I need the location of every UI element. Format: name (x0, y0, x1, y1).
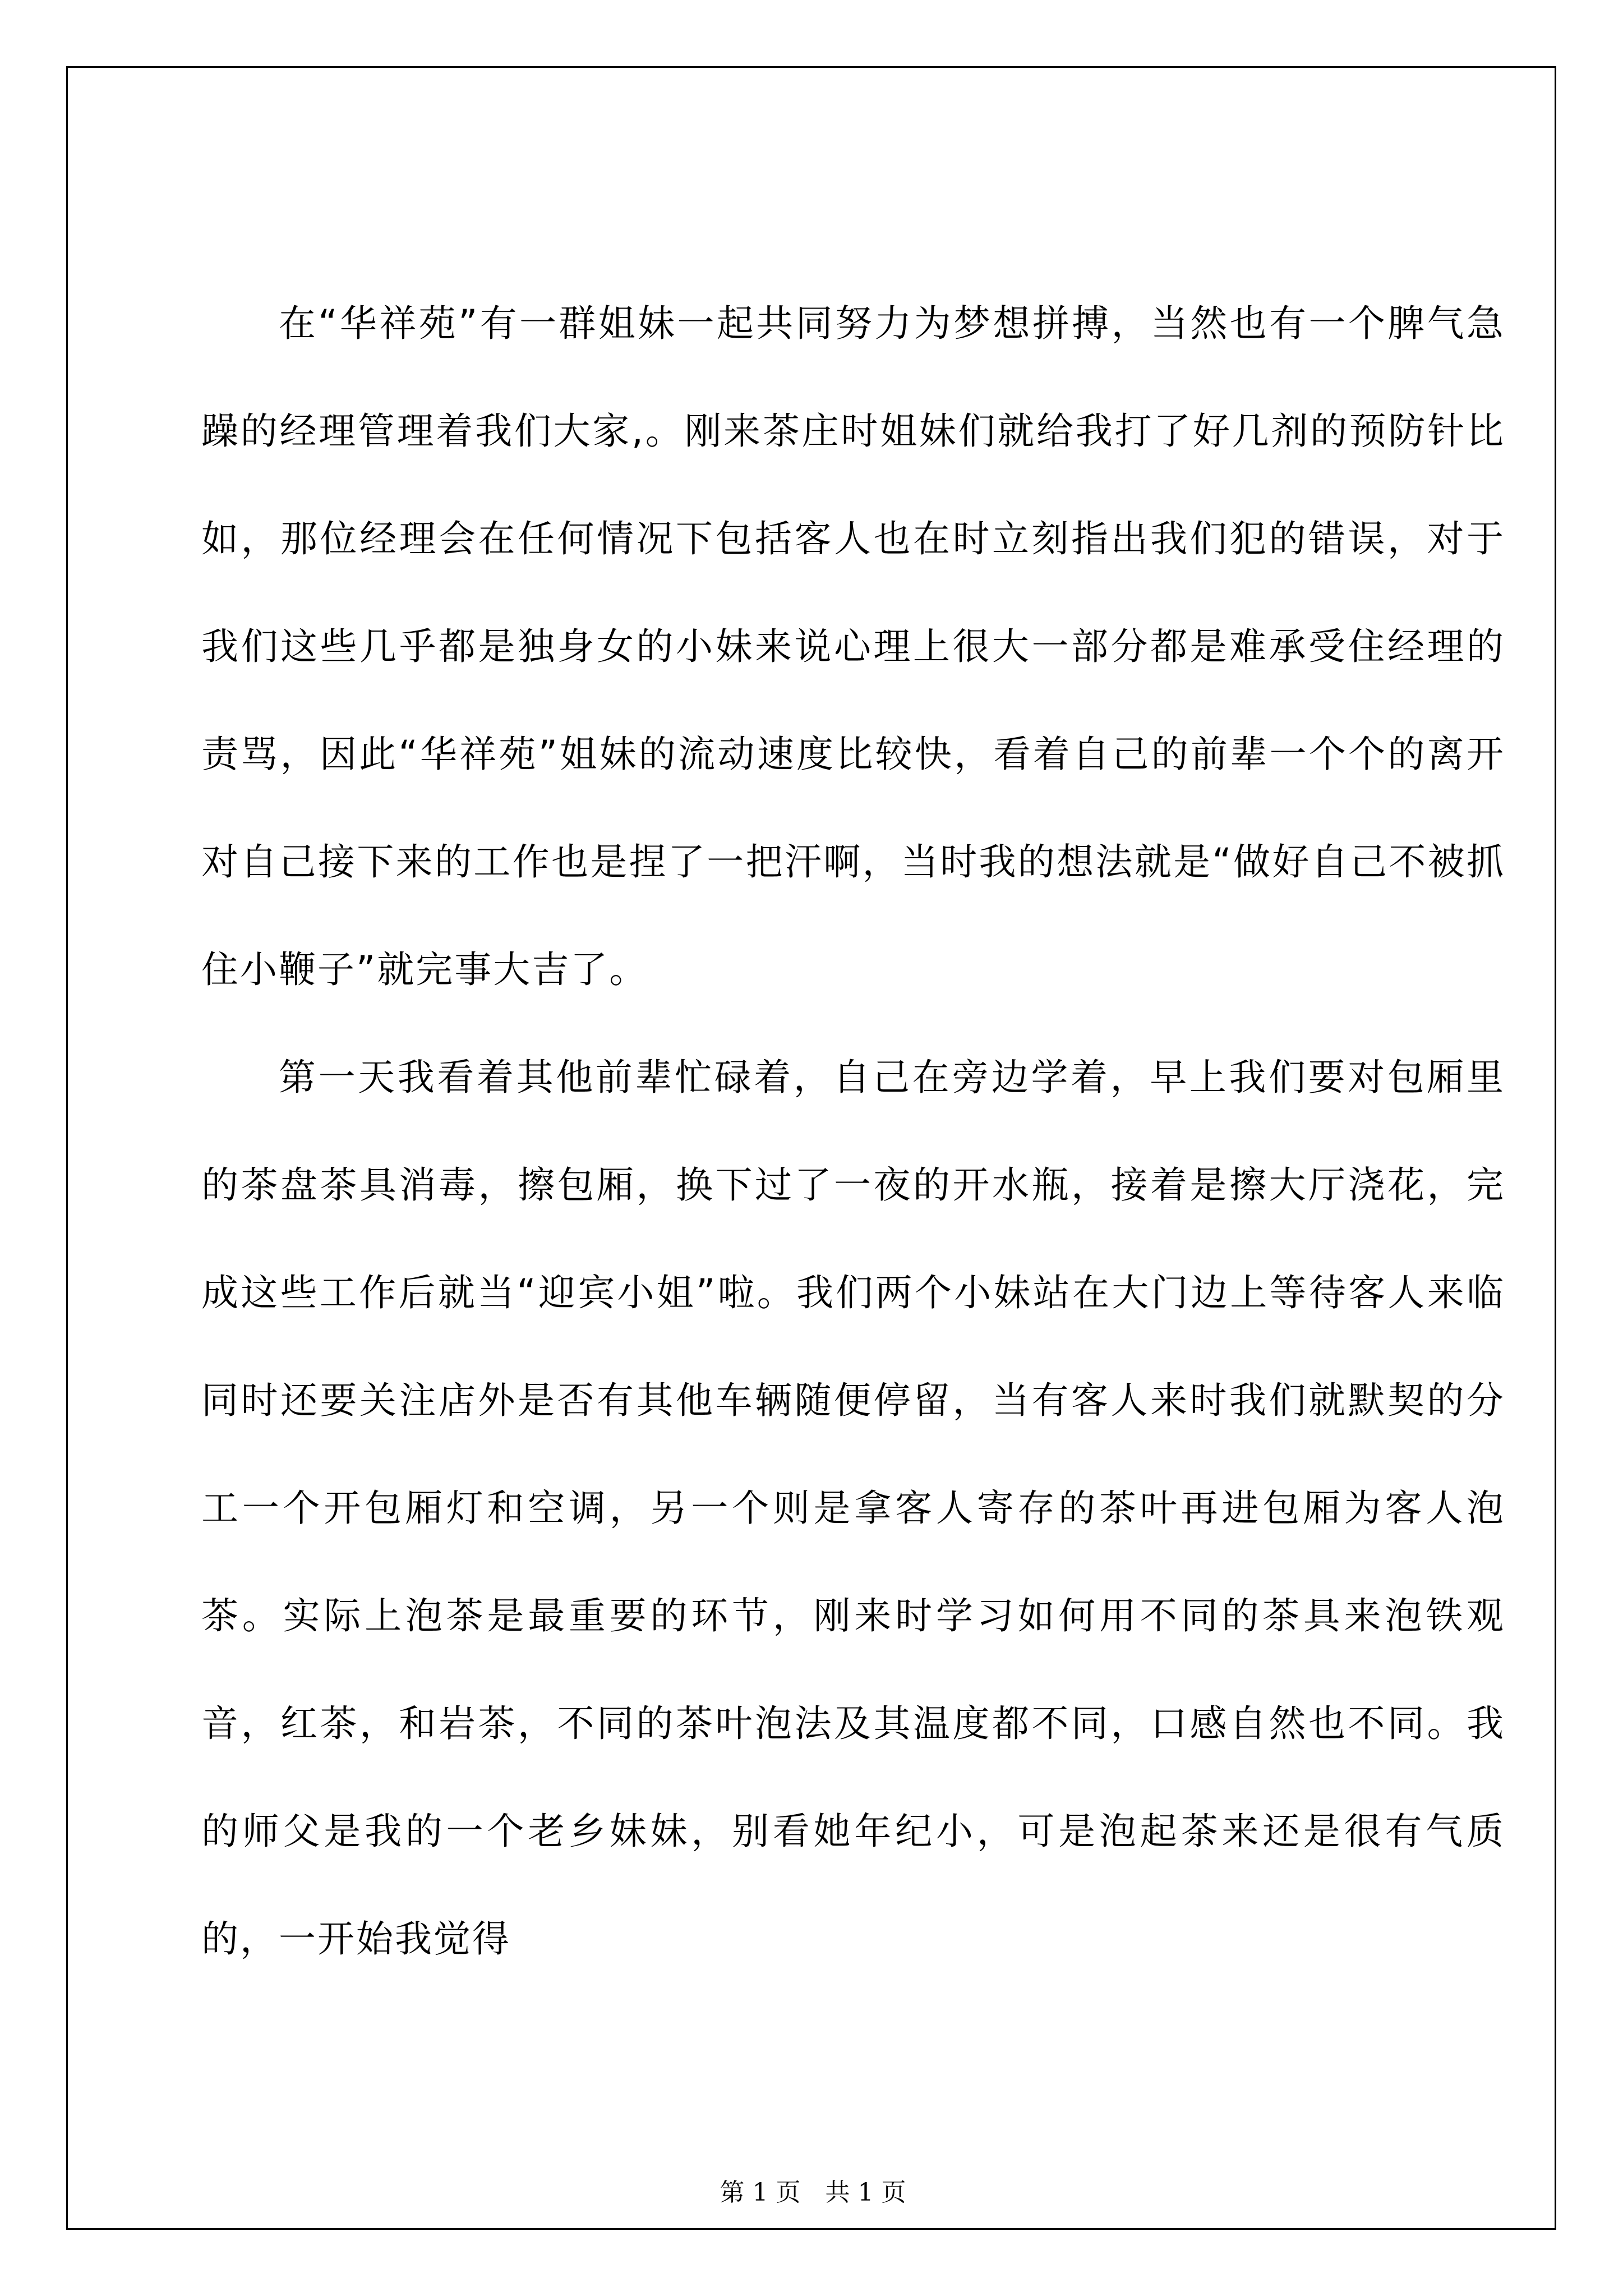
paragraph-2: 第一天我看着其他前辈忙碌着，自己在旁边学着，早上我们要对包厢里的茶盘茶具消毒，擦包厢，换下过了一夜的开水瓶，接着是擦大厅浇花，完成这些工作后就当“迎宾小姐”啦。我们两个小妹站在大门边上等待客人来临同时还要关注店外是否有其他车辆随便停留，当有客人来时我们就默契的分工一个开包厢灯和空调，另一个则是拿客人寄存的茶叶再进包厢为客人泡茶。实际上泡茶是最重要的环节，刚来时学习如何用不同的茶具来泡铁观音，红茶，和岩茶，不同的茶叶泡法及其温度都不同，口感自然也不同。我的师父是我的一个老乡妹妹，别看她年纪小，可是泡起茶来还是很有气质的，一开始我觉得 (201, 1056, 1505, 1961)
page-number: 第 1 页 共 1 页 (720, 2178, 906, 2207)
page-frame (66, 66, 1556, 2230)
document-body (201, 270, 1505, 1993)
page-footer (68, 2176, 1558, 2210)
paragraph-1: 在“华祥苑”有一群姐妹一起共同努力为梦想拼搏，当然也有一个脾气急躁的经理管理着我们大家,。刚来茶庄时姐妹们就给我打了好几剂的预防针比如，那位经理会在任何情况下包括客人也在时立刻指出我们犯的错误，对于我们这些几乎都是独身女的小妹来说心理上很大一部分都是难承受住经理的责骂，因此“华祥苑”姐妹的流动速度比较快，看着自己的前辈一个个的离开对自己接下来的工作也是捏了一把汗啊，当时我的想法就是“做好自己不被抓住小鞭子”就完事大吉了。 (201, 302, 1505, 991)
